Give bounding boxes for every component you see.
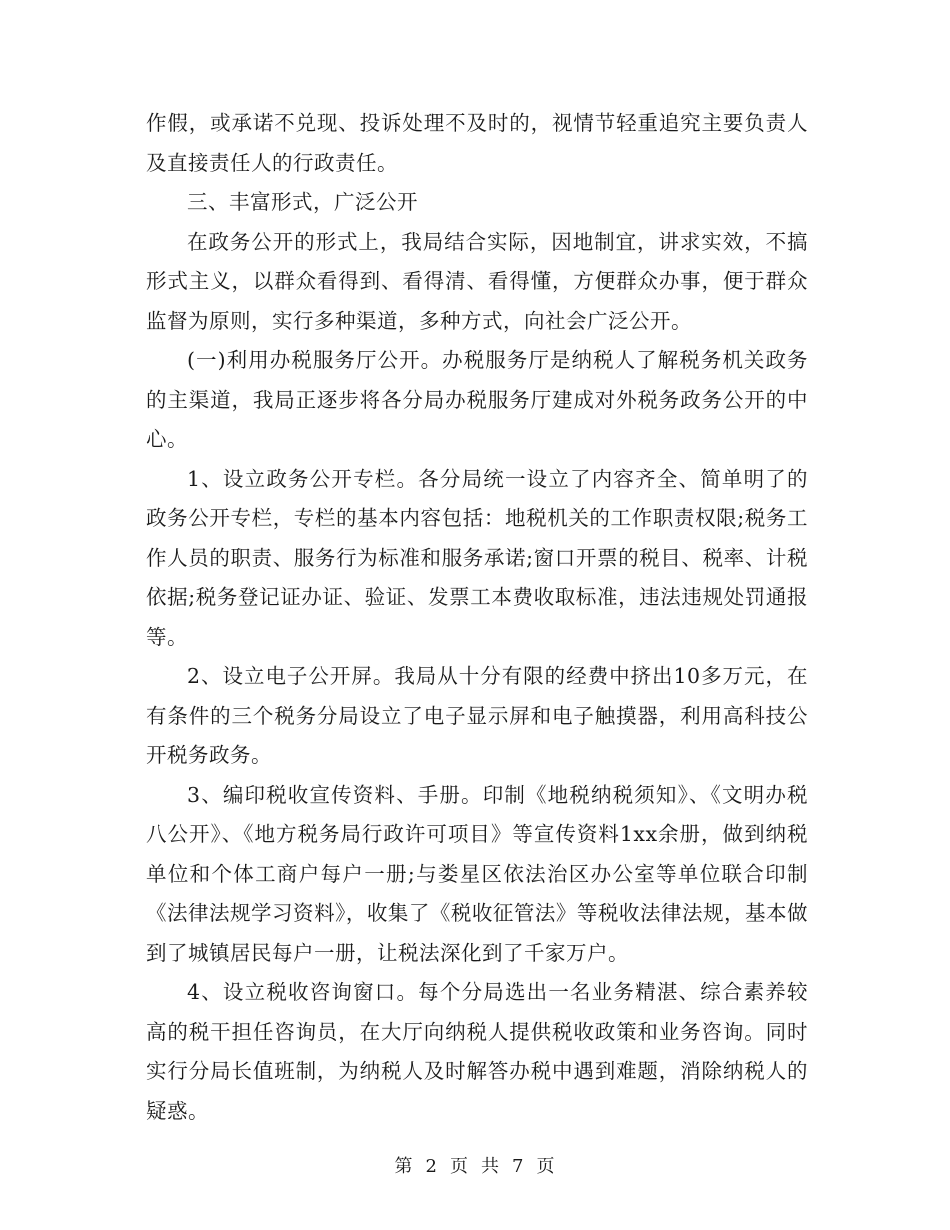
- subsection-heading-paragraph: (一)利用办税服务厅公开。办税服务厅是纳税人了解税务机关政务的主渠道，我局正逐步将各分局办税服务厅建成对外税务政务公开的中心。: [146, 348, 808, 451]
- footer-total-label: 共: [481, 1156, 500, 1177]
- footer-prefix: 第: [394, 1156, 414, 1177]
- footer-current-page: 2: [425, 1156, 438, 1177]
- list-item-paragraph: 4、设立税收咨询窗口。每个分局选出一名业务精湛、综合素养较高的税干担任咨询员，在大厅向纳税人提供税收政策和业务咨询。同时实行分局长值班制，为纳税人及时解答办税中遇到难题，消除纳税人的疑惑。: [146, 980, 808, 1123]
- footer-page-label: 页: [450, 1156, 469, 1177]
- page-footer: [0, 1152, 950, 1178]
- paragraph-continuation: 作假，或承诺不兑现、投诉处理不及时的，视情节轻重追究主要负责人及直接责任人的行政责任。: [146, 111, 808, 175]
- list-item-paragraph: 2、设立电子公开屏。我局从十分有限的经费中挤出10多万元，在有条件的三个税务分局设立了电子显示屏和电子触摸器，利用高科技公开税务政务。: [146, 664, 808, 767]
- list-item-paragraph: 3、编印税收宣传资料、手册。印制《地税纳税须知》、《文明办税八公开》、《地方税务局行政许可项目》等宣传资料1xx余册，做到纳税单位和个体工商户每户一册;与娄星区依法治区办公室等单位联合印制《法律法规学习资料》，收集了《税收征管法》等税收法律法规，基本做到了城镇居民每户一册，让税法深化到了千家万户。: [146, 782, 808, 965]
- footer-suffix: 页: [536, 1156, 556, 1177]
- list-item-paragraph: 1、设立政务公开专栏。各分局统一设立了内容齐全、简单明了的政务公开专栏，专栏的基本内容包括：地税机关的工作职责权限;税务工作人员的职责、服务行为标准和服务承诺;窗口开票的税目、税率、计税依据;税务登记证办证、验证、发票工本费收取标准，违法违规处罚通报等。: [146, 466, 808, 649]
- paragraph: 在政务公开的形式上，我局结合实际，因地制宜，讲求实效，不搞形式主义，以群众看得到、看得清、看得懂，方便群众办事，便于群众监督为原则，实行多种渠道，多种方式，向社会广泛公开。: [146, 229, 808, 333]
- footer-total-pages: 7: [512, 1156, 525, 1177]
- section-heading: 三、丰富形式，广泛公开: [187, 190, 418, 214]
- document-body: [146, 104, 808, 1131]
